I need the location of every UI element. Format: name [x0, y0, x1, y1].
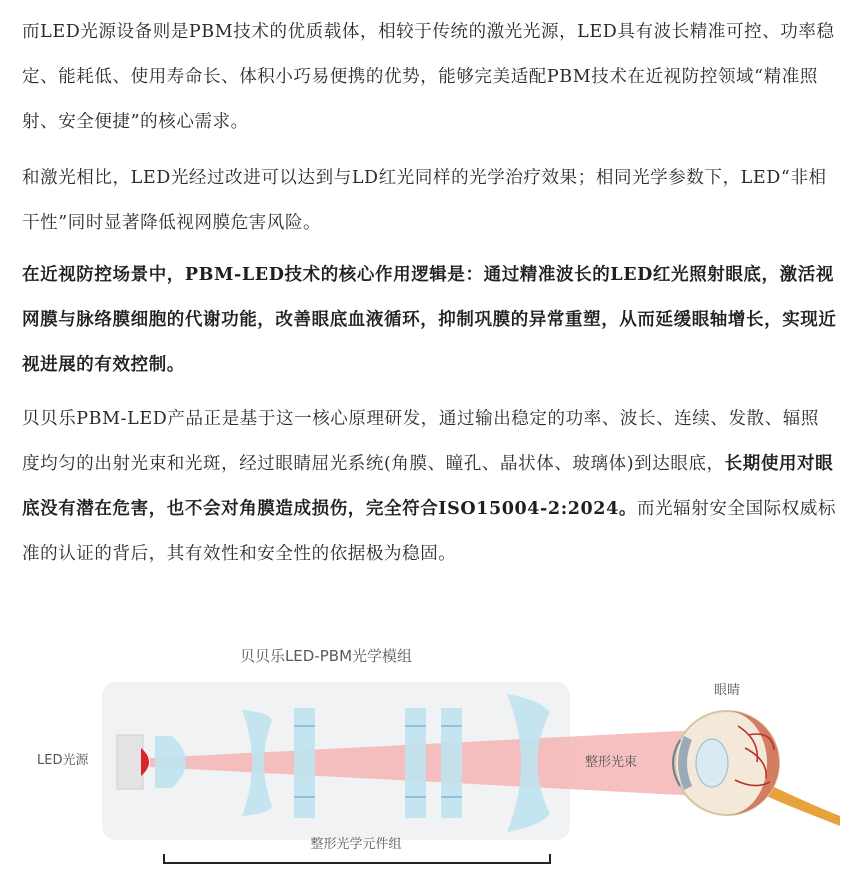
paragraph-product: [22, 397, 837, 577]
optical-module-diagram: [0, 630, 866, 879]
product-standard-text: 而光辐射安全国际权威标准的认证的背后，其有效性和安全性的依据极为稳固。: [22, 499, 837, 564]
paragraph-led-advantages: 而LED光源设备则是PBM技术的优质载体，相较于传统的激光光源，LED具有波长精准可控、功率稳定、能耗低、使用寿命长、体积小巧易便携的优势，能够完美适配PBM技术在近视防控领域“精准照射、安全便捷”的核心需求。: [22, 22, 835, 132]
led-source-label: LED光源: [37, 753, 89, 768]
optics-group-label: 整形光学元件组: [310, 837, 402, 852]
eye-illustration: [673, 711, 840, 826]
paragraph-mechanism: 在近视防控场景中，PBM-LED技术的核心作用逻辑是：通过精准波长的LED红光照射眼底，激活视网膜与脉络膜细胞的代谢功能，改善眼底血液循环，抑制巩膜的异常重塑，从而延缓眼轴增长，实现近视进展的有效控制。: [22, 265, 837, 375]
module-title: 贝贝乐LED-PBM光学模组: [239, 647, 413, 665]
product-text: 贝贝乐PBM-LED产品正是基于这一核心原理研发，通过输出稳定的功率、波长、连续、发散、辐照度均匀的出射光束和光斑，经过眼睛屈光系统(角膜、瞳孔、晶状体、玻璃体)到达眼底，: [22, 409, 819, 474]
product-safety-text: 长期使用对眼底没有潜在危害，也不会对角膜造成损伤，完全符合ISO15004-2:2024。: [22, 454, 834, 519]
optics-group-bracket: [164, 854, 550, 863]
flat-plate-1: [294, 708, 315, 818]
beam-label: 整形光束: [585, 755, 638, 770]
paragraph-laser-comparison: 和激光相比，LED光经过改进可以达到与LD红光同样的光学治疗效果；相同光学参数下，LED“非相干性”同时显著降低视网膜危害风险。: [22, 168, 827, 233]
led-housing: [117, 735, 143, 789]
flat-plate-3: [441, 708, 462, 818]
eye-label: 眼睛: [713, 683, 741, 698]
flat-plate-2: [405, 708, 426, 818]
